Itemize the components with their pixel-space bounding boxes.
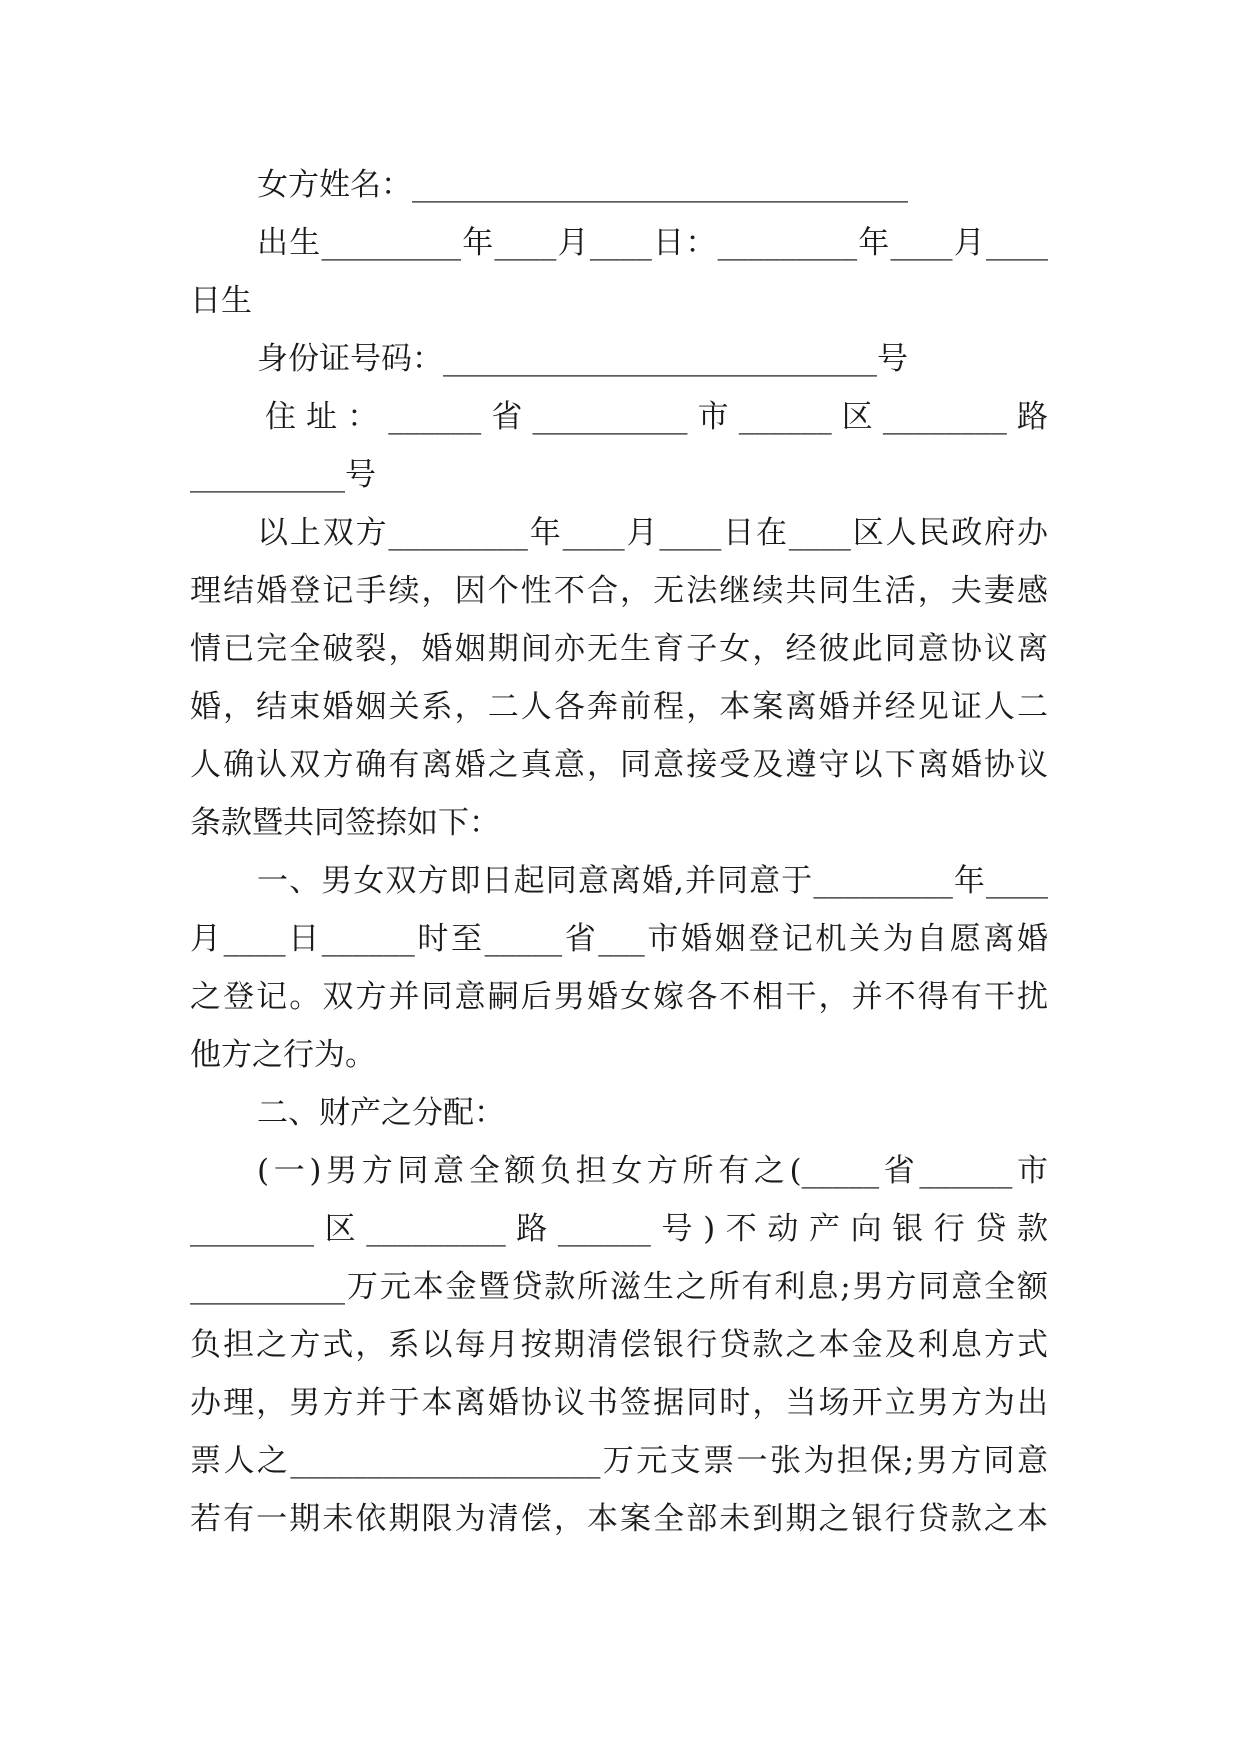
paragraph-line: 婚，结束婚姻关系，二人各奔前程，本案离婚并经见证人二 <box>190 689 1048 725</box>
clause-one-line: 月____日______时至_____省___市婚姻登记机关为自愿离婚 <box>190 921 1048 957</box>
clause-two-item-line: 办理，男方并于本离婚协议书签据同时，当场开立男方为出 <box>190 1385 1048 1421</box>
clause-one-line: 他方之行为。 <box>190 1037 376 1073</box>
paragraph-line: 情已完全破裂，婚姻期间亦无生育子女，经彼此同意协议离 <box>190 631 1048 667</box>
birth-date-line: 出生_________年____月____日：_________年____月____ <box>257 225 1048 261</box>
clause-two-item-line: (一)男方同意全额负担女方所有之(_____省______市 <box>257 1153 1048 1189</box>
clause-two-item-line: 若有一期未依期限为清偿，本案全部未到期之银行贷款之本 <box>190 1501 1048 1537</box>
female-name-line: 女方姓名：________________________________ <box>257 167 908 203</box>
address-line: 住址：______省__________市______区________路 <box>265 399 1048 435</box>
clause-two-heading: 二、财产之分配： <box>257 1095 505 1131</box>
id-number-line: 身份证号码：____________________________号 <box>257 341 908 377</box>
clause-two-item-line: 票人之____________________万元支票一张为担保;男方同意 <box>190 1443 1048 1479</box>
clause-two-item-line: ________区_________路______号)不动产向银行贷款 <box>190 1211 1048 1247</box>
birth-date-line-continued: 日生 <box>190 283 252 319</box>
clause-one-line: 之登记。双方并同意嗣后男婚女嫁各不相干，并不得有干扰 <box>190 979 1048 1015</box>
paragraph-line: 以上双方_________年____月____日在____区人民政府办 <box>257 515 1048 551</box>
paragraph-line: 条款暨共同签捺如下： <box>190 805 500 841</box>
address-line-continued: __________号 <box>190 457 376 493</box>
clause-two-item-line: 负担之方式，系以每月按期清偿银行贷款之本金及利息方式 <box>190 1327 1048 1363</box>
clause-one-line: 一、男女双方即日起同意离婚,并同意于_________年____ <box>257 863 1048 899</box>
paragraph-line: 理结婚登记手续，因个性不合，无法继续共同生活，夫妻感 <box>190 573 1048 609</box>
paragraph-line: 人确认双方确有离婚之真意，同意接受及遵守以下离婚协议 <box>190 747 1048 783</box>
clause-two-item-line: __________万元本金暨贷款所滋生之所有利息;男方同意全额 <box>190 1269 1048 1305</box>
